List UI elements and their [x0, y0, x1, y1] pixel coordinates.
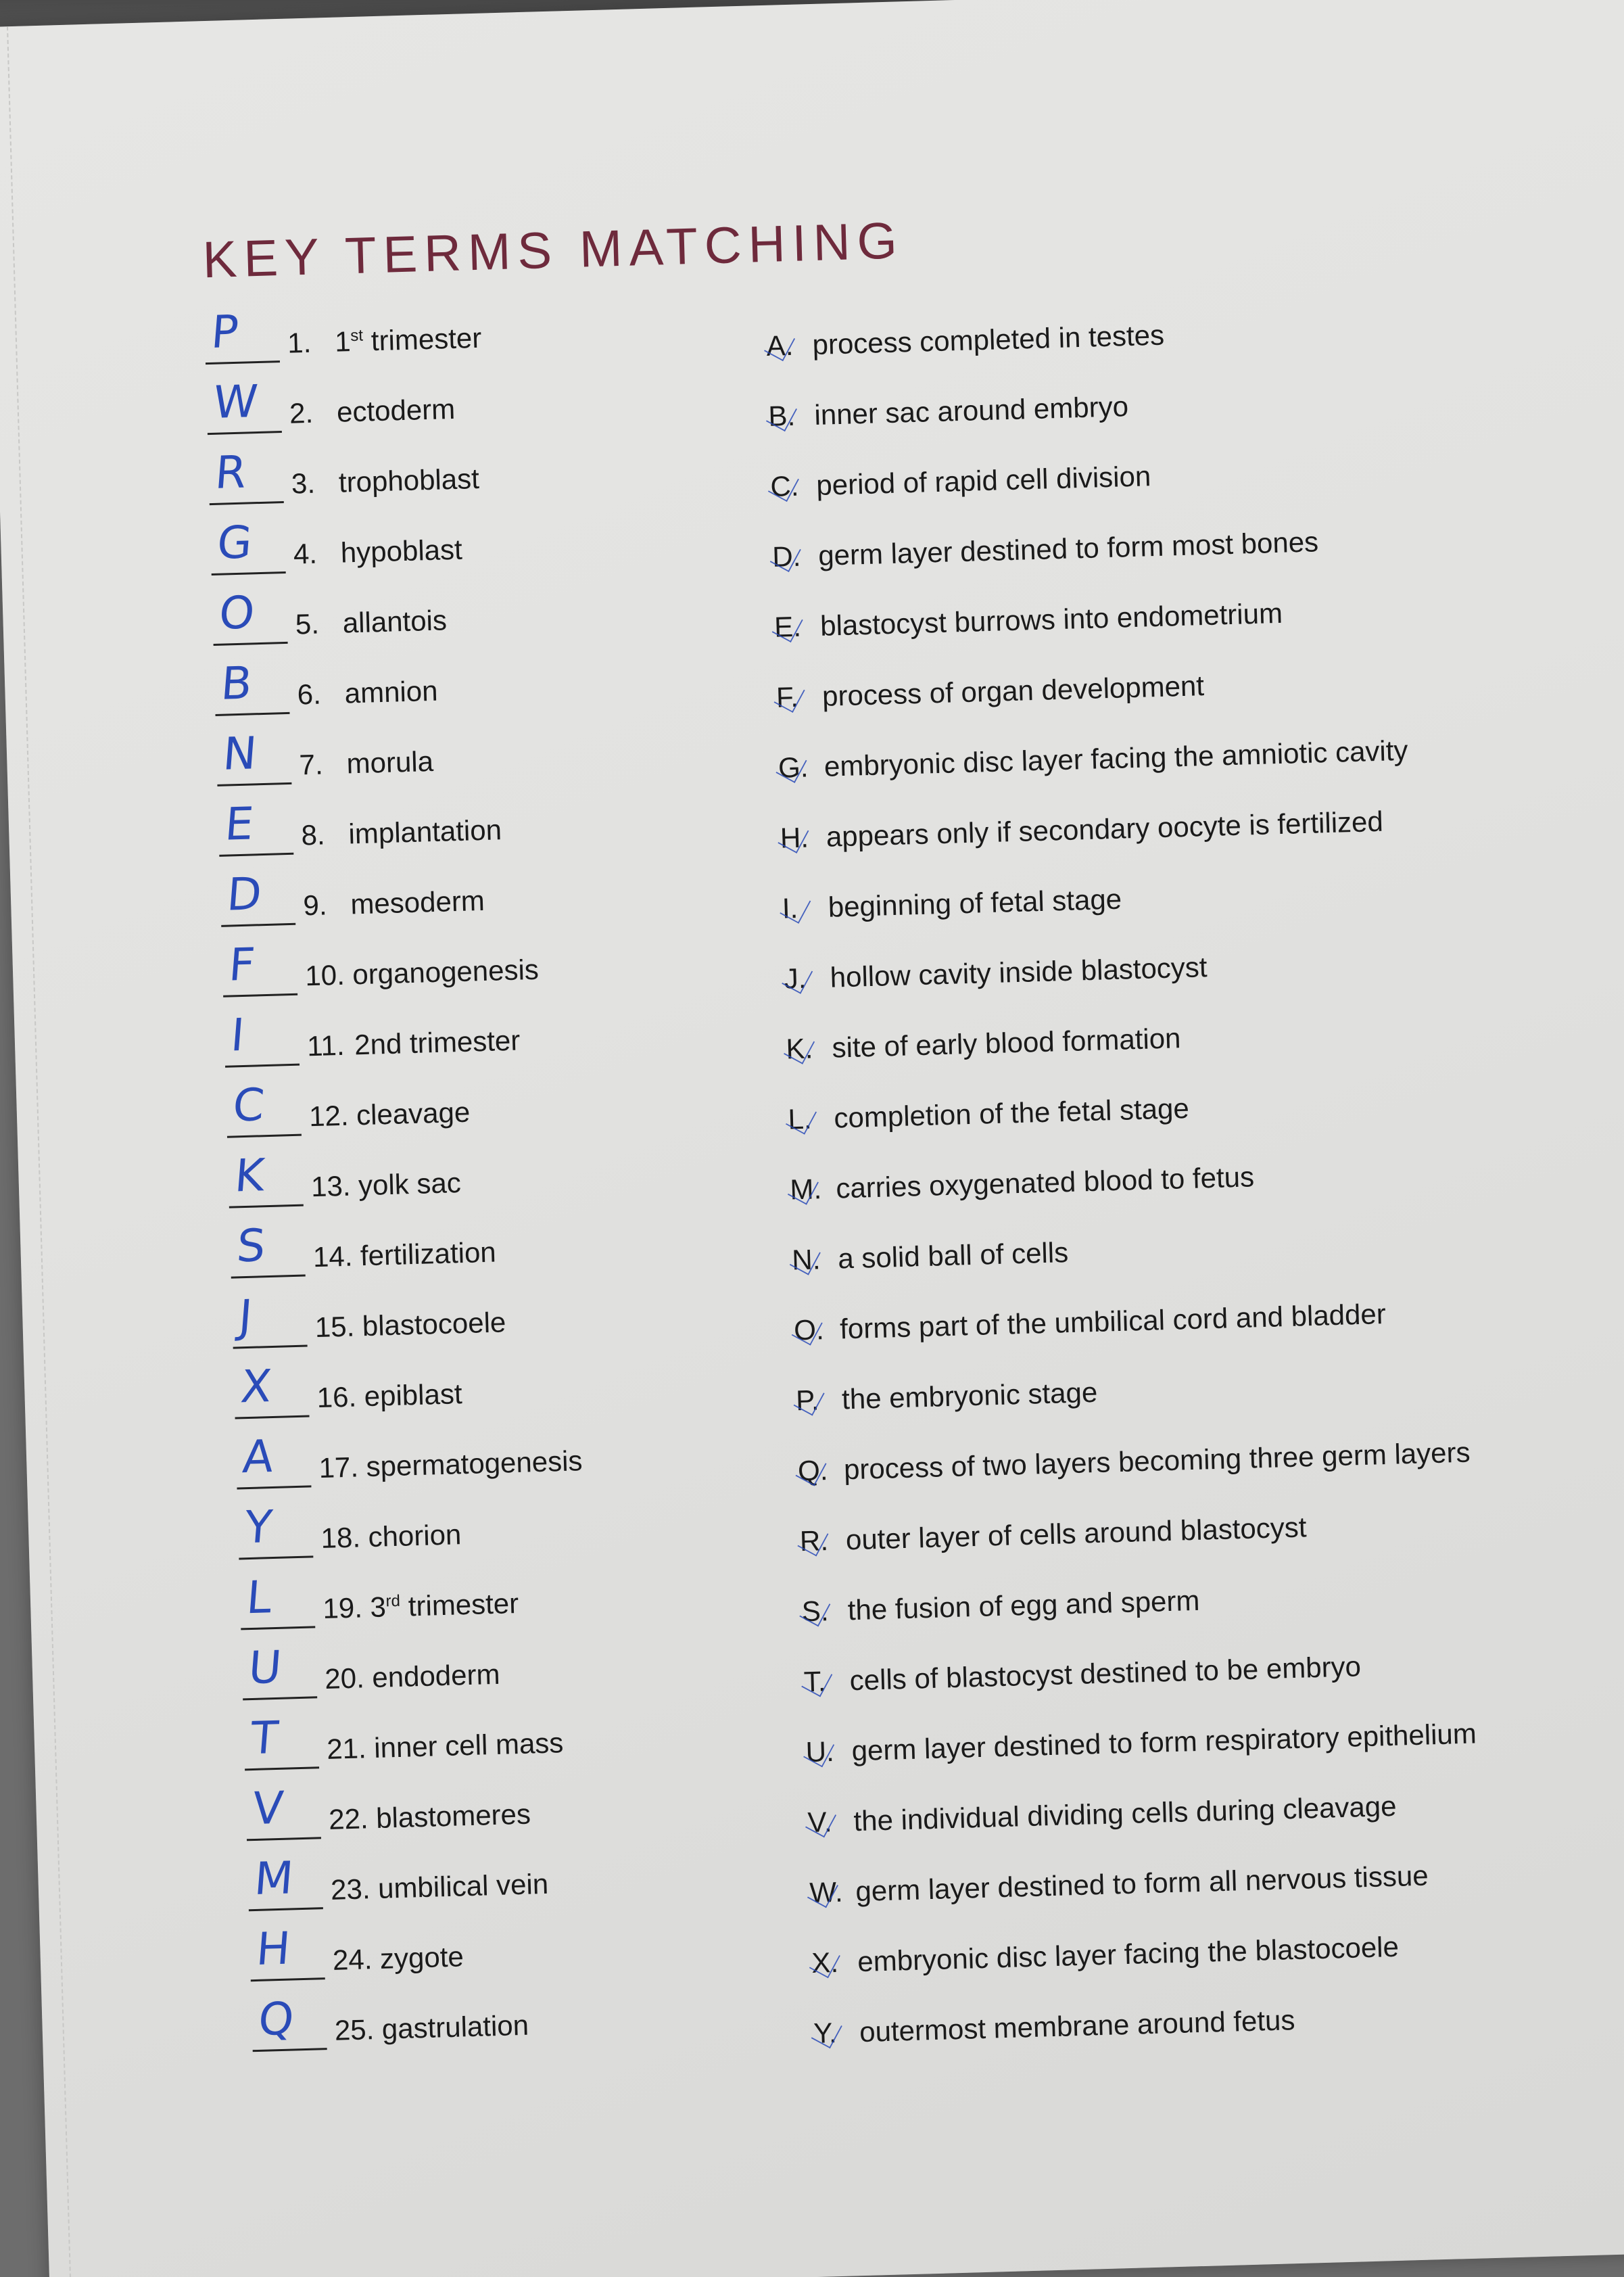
- term-label: [305, 954, 540, 993]
- term-row: [233, 1342, 843, 1427]
- term-text: trophoblast: [338, 462, 480, 498]
- term-number: 16.: [316, 1380, 357, 1414]
- definition-letter: R.: [799, 1524, 846, 1557]
- handwritten-answer: T: [248, 1711, 281, 1765]
- term-text: yolk sac: [358, 1167, 462, 1202]
- term-row: [226, 1062, 836, 1146]
- handwritten-answer: K: [233, 1149, 266, 1202]
- definition-letter: A.: [766, 329, 813, 362]
- handwritten-answer: D: [224, 868, 264, 921]
- handwritten-answer: L: [245, 1571, 274, 1624]
- term-row: [251, 1975, 861, 2060]
- term-text: organogenesis: [352, 953, 540, 991]
- pen-checkmark-icon: [790, 1242, 821, 1275]
- definition-letter: C.: [770, 469, 817, 503]
- term-label: [312, 1236, 496, 1274]
- definition-letter: N.: [792, 1243, 838, 1277]
- definition-text: process completed in testes: [811, 319, 1165, 361]
- term-label: [327, 1727, 564, 1766]
- term-text: umbilical vein: [377, 1867, 549, 1904]
- definition-letter: X.: [811, 1946, 858, 1979]
- term-label: [295, 604, 447, 640]
- term-label: [320, 1518, 462, 1555]
- definition-text: beginning of fetal stage: [828, 883, 1122, 923]
- term-label: [332, 1940, 464, 1976]
- term-text: spermatogenesis: [365, 1445, 583, 1483]
- pen-checkmark-icon: [803, 1735, 834, 1767]
- term-number: 11.: [306, 1029, 345, 1062]
- definition-letter: F.: [775, 680, 822, 714]
- definition-letter: T.: [803, 1664, 850, 1698]
- pen-checkmark-icon: [782, 961, 813, 993]
- term-number: 21.: [326, 1732, 367, 1765]
- term-label: [325, 1658, 500, 1695]
- definition-letter: H.: [780, 821, 826, 855]
- term-text: 3rd trimester: [369, 1587, 519, 1624]
- term-number: 5.: [295, 607, 320, 640]
- term-label: [318, 1445, 583, 1484]
- pen-checkmark-icon: [796, 1453, 827, 1486]
- handwritten-answer: A: [241, 1430, 276, 1484]
- handwritten-answer: Q: [256, 1992, 296, 2046]
- term-text: ectoderm: [336, 392, 456, 428]
- term-number: 20.: [324, 1662, 365, 1695]
- term-label: [307, 1025, 521, 1063]
- answer-blank[interactable]: [212, 586, 288, 646]
- handwritten-answer: M: [252, 1852, 295, 1906]
- pen-checkmark-icon: [799, 1594, 830, 1626]
- answer-blank[interactable]: [252, 1992, 327, 2052]
- handwritten-answer: R: [213, 446, 249, 499]
- answer-blank[interactable]: [226, 1079, 302, 1138]
- definition-letter: B.: [768, 399, 815, 433]
- answer-blank[interactable]: [220, 868, 296, 927]
- term-number: 13.: [310, 1169, 352, 1203]
- term-label: [323, 1587, 519, 1625]
- definition-letter: Y.: [813, 2016, 860, 2050]
- term-number: 24.: [332, 1943, 373, 1976]
- term-text: mesoderm: [350, 884, 485, 920]
- pen-checkmark-icon: [807, 1875, 838, 1908]
- definition-letter: S.: [801, 1594, 848, 1628]
- term-number: 8.: [300, 818, 326, 851]
- pen-checkmark-icon: [778, 820, 809, 853]
- answer-blank[interactable]: [222, 938, 297, 997]
- term-row: [243, 1694, 853, 1779]
- definition-letter: I.: [782, 891, 828, 925]
- answer-blank[interactable]: [206, 375, 282, 435]
- term-number: 4.: [293, 537, 318, 570]
- term-number: 1.: [287, 326, 312, 359]
- answer-blank[interactable]: [234, 1359, 310, 1419]
- handwritten-answer: J: [237, 1290, 254, 1343]
- term-number: 7.: [298, 748, 324, 781]
- term-number: 9.: [302, 889, 328, 922]
- definition-text: process of two layers becoming three germ layers: [843, 1436, 1471, 1486]
- term-text: 1st trimester: [334, 321, 482, 358]
- term-row: [229, 1202, 839, 1287]
- term-label: [287, 322, 482, 360]
- term-number: 2.: [289, 396, 314, 429]
- definition-letter: L.: [788, 1102, 834, 1136]
- term-label: [303, 885, 485, 922]
- pen-checkmark-icon: [780, 891, 811, 923]
- pen-checkmark-icon: [805, 1805, 836, 1837]
- definition-text: process of organ development: [821, 670, 1205, 712]
- term-row: [208, 429, 817, 513]
- definition-letter: U.: [805, 1735, 852, 1768]
- term-text: zygote: [379, 1940, 464, 1975]
- term-number: 17.: [318, 1451, 359, 1484]
- pen-checkmark-icon: [788, 1172, 819, 1204]
- term-row: [235, 1413, 845, 1497]
- answer-blank[interactable]: [224, 1008, 300, 1068]
- handwritten-answer: S: [235, 1219, 268, 1273]
- page-title: KEY TERMS MATCHING: [201, 212, 905, 289]
- handwritten-answer: W: [211, 375, 260, 429]
- terms-column: [204, 288, 813, 2046]
- term-text: amnion: [344, 674, 439, 709]
- definition-text: embryonic disc layer facing the blastocoele: [857, 1930, 1400, 1978]
- term-number: 22.: [328, 1802, 369, 1835]
- definition-letter: M.: [790, 1173, 836, 1206]
- definition-text: blastocyst burrows into endometrium: [819, 596, 1283, 642]
- term-label: [316, 1378, 462, 1414]
- handwritten-answer: U: [246, 1641, 284, 1695]
- definition-letter: V.: [807, 1805, 854, 1839]
- term-text: allantois: [342, 604, 448, 639]
- definition-text: forms part of the umbilical cord and bladder: [839, 1297, 1387, 1345]
- pen-checkmark-icon: [774, 680, 805, 713]
- term-number: 23.: [330, 1873, 371, 1906]
- term-row: [212, 569, 821, 654]
- answer-blank[interactable]: [249, 1922, 325, 1981]
- term-row: [210, 499, 819, 584]
- answer-blank[interactable]: [232, 1290, 308, 1349]
- definition-text: site of early blood formation: [831, 1022, 1182, 1064]
- pen-checkmark-icon: [801, 1664, 832, 1697]
- term-label: [293, 534, 462, 571]
- handwritten-answer: G: [215, 516, 254, 569]
- pen-checkmark-icon: [770, 540, 801, 572]
- definition-letter: K.: [786, 1032, 832, 1066]
- pen-checkmark-icon: [811, 2016, 842, 2048]
- answer-blank[interactable]: [214, 657, 290, 716]
- term-label: [297, 675, 438, 711]
- term-row: [249, 1905, 859, 1990]
- term-text: chorion: [367, 1518, 462, 1553]
- term-label: [301, 814, 502, 851]
- term-row: [245, 1764, 855, 1849]
- term-label: [310, 1167, 461, 1203]
- term-number: 25.: [334, 2013, 375, 2046]
- answer-blank[interactable]: [238, 1500, 314, 1559]
- definition-letter: D.: [772, 540, 819, 573]
- answer-blank[interactable]: [236, 1430, 312, 1489]
- term-row: [220, 851, 830, 935]
- term-row: [227, 1132, 837, 1217]
- term-label: [314, 1306, 506, 1344]
- definition-letter: P.: [796, 1383, 842, 1417]
- pen-checkmark-icon: [764, 329, 795, 361]
- term-row: [241, 1624, 851, 1708]
- term-row: [214, 640, 823, 724]
- definition-text: germ layer destined to form all nervous tissue: [855, 1859, 1429, 1908]
- term-row: [231, 1272, 841, 1357]
- answer-blank[interactable]: [247, 1852, 323, 1911]
- handwritten-answer: V: [250, 1781, 285, 1835]
- term-text: morula: [345, 745, 434, 780]
- definition-text: the individual dividing cells during cleavage: [853, 1789, 1398, 1837]
- definitions-column: [765, 306, 1611, 2049]
- definition-text: carries oxygenated blood to fetus: [835, 1160, 1255, 1204]
- worksheet-content: [201, 179, 1587, 2049]
- handwritten-answer: N: [221, 727, 259, 780]
- definition-text: germ layer destined to form respiratory epithelium: [851, 1717, 1477, 1767]
- term-row: [216, 710, 826, 795]
- answer-blank[interactable]: [204, 305, 280, 365]
- term-number: 18.: [320, 1521, 361, 1555]
- pen-checkmark-icon: [792, 1313, 823, 1345]
- definition-text: outermost membrane around fetus: [859, 2004, 1296, 2048]
- pen-checkmark-icon: [768, 469, 799, 502]
- term-text: hypoblast: [340, 533, 463, 569]
- term-number: 12.: [308, 1099, 350, 1133]
- answer-blank[interactable]: [218, 797, 294, 857]
- answer-blank[interactable]: [228, 1149, 304, 1208]
- term-text: blastomeres: [375, 1798, 531, 1834]
- definition-letter: J.: [784, 962, 830, 995]
- term-number: 15.: [314, 1310, 355, 1344]
- answer-blank[interactable]: [210, 516, 286, 576]
- pen-checkmark-icon: [794, 1383, 825, 1415]
- definition-text: period of rapid cell division: [815, 460, 1151, 501]
- handwritten-answer: F: [226, 938, 257, 991]
- definition-text: outer layer of cells around blastocyst: [845, 1511, 1308, 1556]
- term-label: [330, 1868, 548, 1906]
- definition-text: the fusion of egg and sperm: [847, 1584, 1200, 1626]
- definition-text: germ layer destined to form most bones: [817, 525, 1319, 571]
- term-text: gastrulation: [381, 2009, 529, 2045]
- answer-blank[interactable]: [216, 727, 292, 787]
- answer-blank[interactable]: [208, 446, 284, 505]
- pen-checkmark-icon: [766, 399, 797, 431]
- definition-text: appears only if secondary oocyte is fertilized: [826, 805, 1384, 853]
- definition-letter: W.: [809, 1875, 856, 1909]
- term-row: [237, 1483, 847, 1568]
- handwritten-answer: C: [231, 1079, 266, 1132]
- definition-letter: O.: [794, 1313, 840, 1347]
- definition-text: completion of the fetal stage: [833, 1091, 1190, 1134]
- definition-letter: G.: [778, 751, 824, 784]
- term-number: 19.: [322, 1591, 363, 1625]
- definition-letter: Q.: [797, 1453, 844, 1487]
- definition-text: inner sac around embryo: [813, 390, 1129, 431]
- answer-blank[interactable]: [230, 1219, 306, 1279]
- perforated-edge: [7, 26, 73, 2277]
- term-number: 10.: [304, 958, 345, 992]
- handwritten-answer: H: [254, 1922, 293, 1976]
- term-label: [289, 393, 455, 430]
- term-label: [309, 1096, 471, 1133]
- handwritten-answer: B: [219, 657, 254, 710]
- answer-blank[interactable]: [240, 1571, 316, 1630]
- handwritten-answer: O: [217, 586, 257, 640]
- handwritten-answer: Y: [243, 1500, 274, 1554]
- term-text: inner cell mass: [373, 1727, 564, 1764]
- handwritten-answer: E: [223, 797, 256, 851]
- handwritten-answer: X: [239, 1359, 274, 1413]
- term-number: 6.: [297, 678, 322, 711]
- term-row: [204, 288, 814, 373]
- definition-text: embryonic disc layer facing the amniotic cavity: [823, 734, 1409, 782]
- term-number: 14.: [312, 1240, 353, 1273]
- term-row: [247, 1835, 857, 1919]
- pen-checkmark-icon: [772, 610, 803, 642]
- term-row: [218, 780, 828, 865]
- term-text: implantation: [348, 814, 502, 850]
- definition-text: the embryonic stage: [841, 1376, 1098, 1415]
- pen-checkmark-icon: [809, 1946, 840, 1978]
- term-text: cleavage: [356, 1096, 471, 1131]
- pen-checkmark-icon: [797, 1524, 828, 1556]
- pen-checkmark-icon: [786, 1102, 817, 1134]
- term-label: [291, 463, 479, 500]
- answer-blank[interactable]: [245, 1781, 321, 1841]
- answer-blank[interactable]: [242, 1641, 318, 1700]
- term-number: 3.: [291, 467, 316, 500]
- term-label: [334, 2009, 529, 2047]
- definition-text: a solid ball of cells: [837, 1236, 1069, 1275]
- term-text: endoderm: [371, 1658, 501, 1694]
- term-text: 2nd trimester: [354, 1024, 521, 1061]
- term-row: [206, 358, 816, 443]
- handwritten-answer: I: [229, 1008, 247, 1062]
- definition-letter: E.: [774, 610, 821, 644]
- term-label: [329, 1798, 531, 1836]
- pen-checkmark-icon: [776, 750, 807, 782]
- term-row: [239, 1553, 849, 1638]
- term-text: fertilization: [360, 1236, 497, 1272]
- answer-blank[interactable]: [243, 1711, 319, 1770]
- definition-text: hollow cavity inside blastocyst: [830, 951, 1208, 993]
- pen-checkmark-icon: [784, 1031, 815, 1064]
- term-label: [299, 745, 434, 782]
- term-row: [224, 991, 834, 1076]
- term-row: [222, 921, 832, 1006]
- definition-text: cells of blastocyst destined to be embryo: [849, 1650, 1362, 1697]
- term-text: epiblast: [364, 1378, 463, 1413]
- term-text: blastocoele: [362, 1306, 506, 1342]
- handwritten-answer: P: [209, 305, 241, 358]
